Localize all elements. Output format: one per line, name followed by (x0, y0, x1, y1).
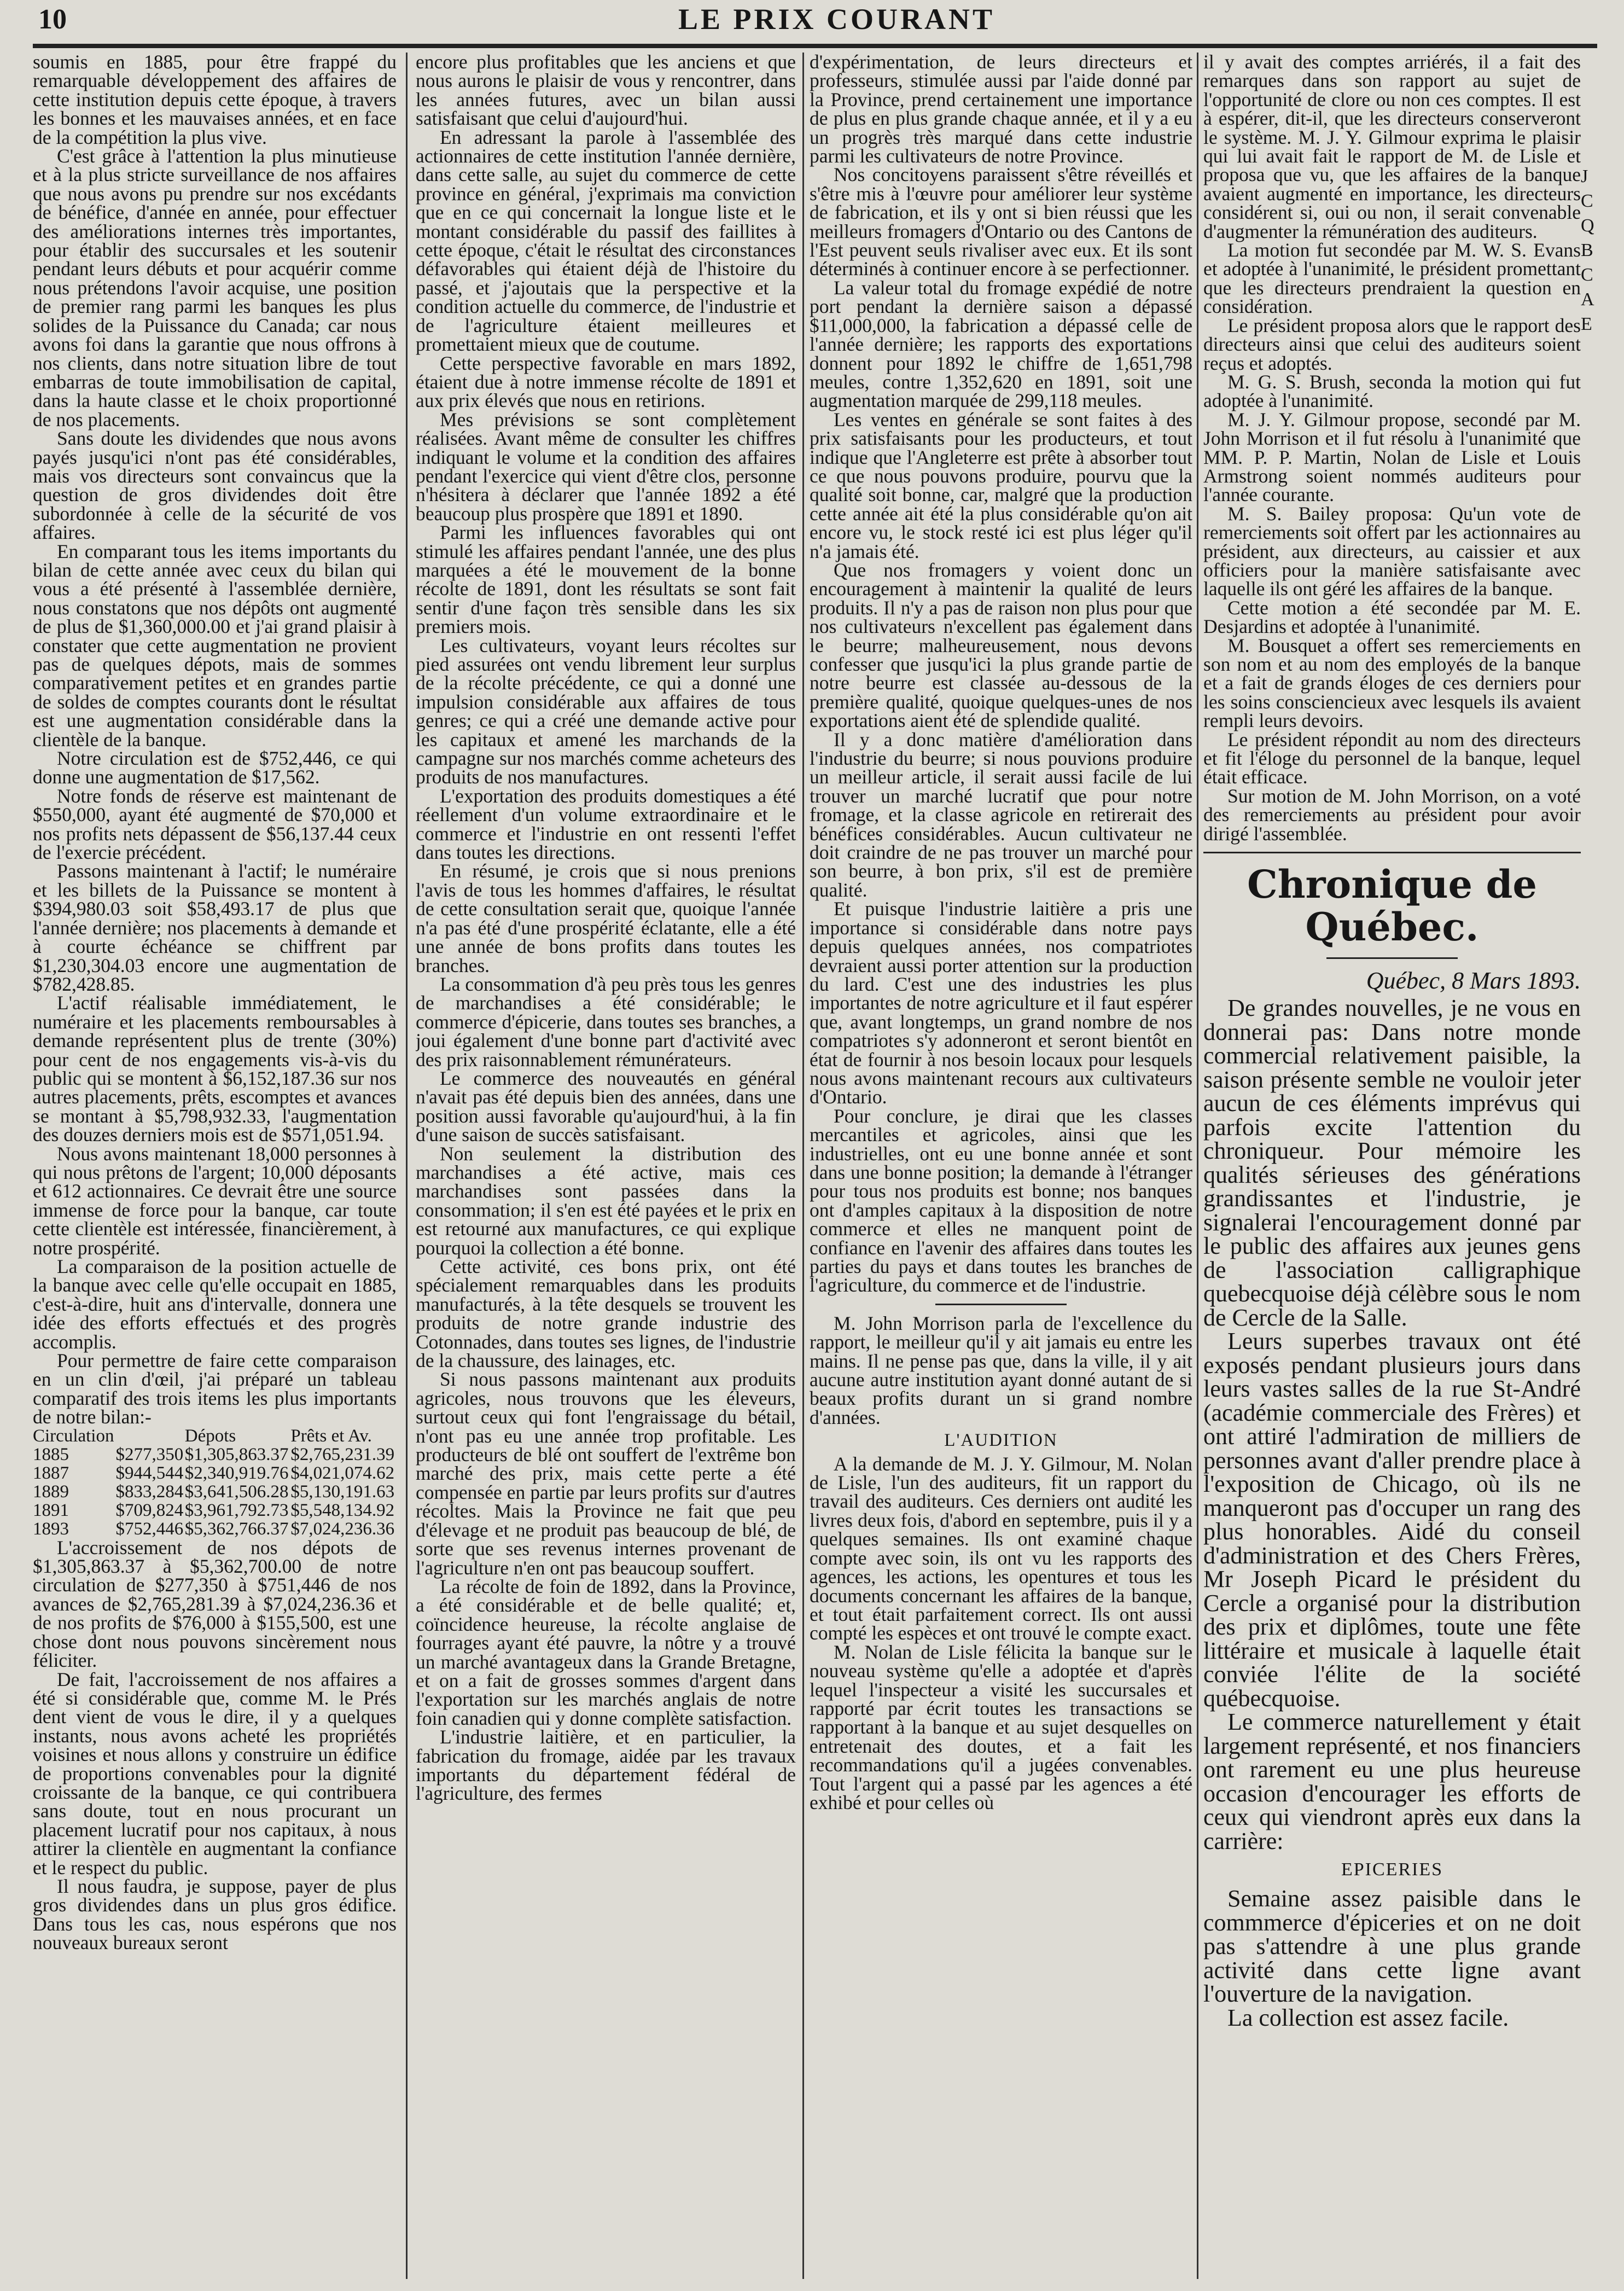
column-divider (406, 53, 408, 2279)
table-cell: $752,446 (115, 1519, 184, 1539)
paragraph: Cette perspective favorable en mars 1892, étaient due à notre immense récolte de 1891 et aux prix élevés que nous en retirions. (416, 352, 796, 412)
chronique-body (1203, 996, 1581, 2030)
paragraph: Sans doute les dividendes que nous avons payés jusqu'ici n'ont pas été considérables, mais vos directeurs sont convaincus que la question de gros dividendes doit être subordonnée à celle de la sécurité de vos affaires. (33, 427, 397, 544)
paragraph: La valeur total du fromage expédié de notre port pendant la dernière saison a dépassé $11,000,000, la fabrication a dépassé celle de l'année dernière; les rapports des exportations donnent pour 1892 le chiffre de 1,651,798 meules, contre 1,352,620 en 1891, soit une augmentation marquée de 299,118 meules. (810, 276, 1192, 412)
table-row (33, 1520, 397, 1538)
table-cell: $1,305,863.37 (184, 1444, 289, 1464)
paragraph: Le commerce naturellement y était largement représenté, et nos financiers ont rarement eu une plus heureuse occasion d'encourager les efforts de ceux qui viendront après eux dans la carrière: (1203, 1708, 1581, 1854)
paragraph: Si nous passons maintenant aux produits agricoles, nous trouvons que les éleveurs, surtout ceux qui font l'engraissage du bétail, n'ont pas eu une année trop profitable. Les producteurs de blé ont souffert de l'extrême bon marché des prix, mais cette perte a été compensée en partie par leurs profits sur d'autres récoltes. Mais la Province ne fait que peu d'élevage et ne produit pas beaucoup de blé, de sorte que ses revenus internes provenant de l'agriculture n'en ont pas beaucoup souffert. (416, 1368, 796, 1579)
audition-heading: L'AUDITION (944, 1431, 1058, 1451)
table-header: Dépots (184, 1426, 236, 1446)
paragraph: Le président répondit au nom des directeurs et fit l'éloge du personnel de la banque, lequel était efficace. (1203, 728, 1581, 788)
table-cell: $3,961,792.73 (184, 1500, 289, 1520)
paragraph: C'est grâce à l'attention la plus minutieuse et à la plus stricte surveillance de nos affaires que nous avons pu prendre sur nos excédants de bénéfice, d'année en année, pour effectuer des améliorations internes très importantes, pour établir des succursales et les soutenir pendant leurs débuts et pour acquérir comme nous prétendons l'avoir acquise, une position de premier rang parmi les banques les plus solides de la Puissance du Canada; car nous avons foi dans la garantie que nous offrons à nos clients, dans notre situation libre de tout embarras de toute immobilisation de capital, dans la haute classe et le choix proportionné de nos placements. (33, 145, 397, 431)
paragraph: encore plus profitables que les anciens et que nous aurons le plaisir de vous y rencontrer, dans les années futures, avec un bilan aussi satisfaisant que celui d'aujourd'hui. (416, 53, 796, 130)
paragraph: Il nous faudra, je suppose, payer de plus gros dividendes dans un plus gros édifice. Dans tous les cas, nous espérons que nos nouveaux bureaux seront (33, 1875, 397, 1954)
paragraph: M. S. Bailey proposa: Qu'un vote de remerciements soit offert par les actionnaires au président, aux directeurs, au caissier et aux officiers pour la manière satisfaisante avec laquelle ils ont géré les affaires de la banque. (1203, 502, 1581, 600)
table-cell: $2,340,919.76 (184, 1463, 289, 1483)
paragraph: La collection est assez facile. (1227, 2004, 1509, 2031)
column-divider (1197, 53, 1198, 2279)
table-cell: 1893 (33, 1519, 69, 1539)
table-cell: $277,350 (115, 1444, 184, 1464)
paragraph: Leurs superbes travaux ont été exposés pendant plusieurs jours dans leurs vastes salles de la rue St-André (académie commerciale des Frères) et ont attiré l'admiration de milliers de personnes avant d'aller prendre place à l'exposition de Chicago, où ils ne manqueront pas d'occuper un rang des plus honorables. Aidé du conseil d'administration et des Chers Frères, Mr Joseph Picard le président du Cercle a organisé pour la distribution des prix et diplômes, toute une fête littéraire et musicale à laquelle était conviée l'élite de la société québecquoise. (1203, 1328, 1581, 1712)
paragraph: En comparant tous les items importants du bilan de cette année avec ceux du bilan qui vous a été présenté à l'assemblée dernière, nous constatons que nos dépôts ont augmenté de plus de $1,360,000.00 et j'ai grand plaisir à constater que cette augmentation ne provient pas de quelques dépots, mais de sommes comparativement petites et en grandes partie de soldes de comptes courants dont le résultat est une augmentation considérable dans la clientèle de la banque. (33, 540, 397, 751)
column-3 (810, 53, 1192, 2273)
table-cell: $5,362,766.37 (184, 1519, 289, 1539)
paragraph: Pour permettre de faire cette comparaison en un clin d'œil, j'ai préparé un tableau comparatif des trois items les plus importants de notre bilan:- (33, 1350, 397, 1428)
paragraph: Parmi les influences favorables qui ont stimulé les affaires pendant l'année, une des plus marquées a été le mouvement de la bonne récolte de 1891, dont les résultats se sont fait sentir d'une façon très sensible dans les six premiers mois. (416, 521, 796, 638)
paragraph: Notre fonds de réserve est maintenant de $550,000, ayant été augmenté de $70,000 et nos profits nets dépassent de $56,137.44 ceux de l'exercie précédent. (33, 784, 397, 864)
paragraph: Que nos fromagers y voient donc un encouragement à maintenir la qualité de leurs produits. Il n'y a pas de raison non plus pour que nos cultivateurs n'excellent pas également dans le beurre; malheureusement, nous devons confesser que jusqu'ici la plus grande partie de notre beurre est classée au-dessous de la première qualité, quoique quelques-unes de nos exportations aient été de splendide qualité. (810, 559, 1192, 732)
table-cell: $4,021,074.62 (290, 1463, 395, 1483)
table-row (33, 1464, 397, 1482)
paragraph: L'accroissement de nos dépots de $1,305,863.37 à $5,362,700.00 de notre circulation de $277,350 à $751,446 de nos avances de $2,765,281.39 à $7,024,236.36 et de nos profits de $76,000 à $155,500, est une chose dont nous pouvons sincèrement nous féliciter. (33, 1536, 397, 1672)
paragraph: il y avait des comptes arriérés, il a fait des remarques dans son rapport au sujet de l'opportunité de clore ou non ces comptes. Il est à espérer, dit-il, que les directeurs conserveront le système. M. J. Y. Gilmour exprima le plaisir qui lui avait fait le rapport de M. de Lisle et proposa que vu, que les affaires de la banque avaient augmenté en importance, les directeurs considérent si, oui ou non, il serait convenable d'augmenter la rémunération des auditeurs. (1203, 53, 1581, 242)
paragraph: Nos concitoyens paraissent s'être réveillés et s'être mis à l'œuvre pour améliorer leur système de fabrication, et ils y ont si bien réussi que les meilleurs fromagers d'Ontario ou des Cantons de l'Est peuvent seuls rivaliser avec eux. Et ils sont déterminés à continuer encore à se perfectionner. (810, 164, 1192, 280)
column-divider (802, 53, 804, 2279)
paragraph: De grandes nouvelles, je ne vous en donnerai pas: Dans notre monde commercial relativement paisible, la saison présente semble ne vouloir jeter aucun de ces éléments imprévus qui parfois excite l'attention du chroniqueur. Pour mémoire les qualités sérieuses des générations grandissantes et l'industrie, je signalerai l'encouragement donné par le public des affaires aux jeunes gens de l'association calligraphique quebecquoise déjà célèbre sous le nom de Cercle de la Salle. (1203, 995, 1581, 1331)
paragraph: Pour conclure, je dirai que les classes mercantiles et agricoles, ainsi que les industrielles, ont eu une bonne année et sont dans une bonne position; la demande à l'étranger pour tous nos produits est bonne; nos banques ont d'amples capitaux à la disposition de notre commerce et elles ne manquent point de confiance en l'avenir des affaires dans toutes les parties du pays et dans toutes les branches de l'agriculture, du commerce et de l'industrie. (810, 1104, 1192, 1296)
table-cell: $5,548,134.92 (290, 1500, 395, 1520)
paragraph: La consommation d'à peu près tous les genres de marchandises a été considérable; le commerce d'épicerie, dans toutes ses branches, a joui également d'une bonne part d'activité avec des prix raisonnablement rémunérateurs. (416, 973, 796, 1071)
column-4 (1203, 53, 1581, 2273)
paragraph: Mes prévisions se sont complètement réalisées. Avant même de consulter les chiffres indiquant le volume et la condition des affaires pendant l'exercice qui vient d'être clos, personne n'hésitera à déclarer que l'année 1892 a été beaucoup plus prospère que 1891 et 1890. (416, 408, 796, 525)
page-number: 10 (38, 4, 67, 35)
paragraph: Notre circulation est de $752,446, ce qui donne une augmentation de $17,562. (33, 747, 397, 788)
table-cell: $7,024,236.36 (290, 1519, 395, 1539)
paragraph: Le président proposa alors que le rapport des directeurs ainsi que celui des auditeurs soient reçus et adoptés. (1203, 314, 1581, 374)
paragraph: En adressant la parole à l'assemblée des actionnaires de cette institution l'année dernière, dans cette salle, au sujet du commerce de cette province en général, j'exprimais ma conviction que en ce qui concernait la longue liste et le montant considérable du passif des faillites à cette époque, c'était le résultat des circonstances défavorables qui étaient déjà de l'histoire du passé, et j'ajoutais que la perspective et la condition actuelle du commerce, de l'industrie et de l'agriculture étaient meilleures et promettaient mieux que de coutume. (416, 126, 796, 356)
dateline: Québec, 8 Mars 1893. (1366, 967, 1581, 995)
paragraph: De fait, l'accroissement de nos affaires a été si considérable que, comme M. le Prés dent vient de vous le dire, il y a quelques instants, nous avons acheté les propriétés voisines et nous allons y construire un édifice de proportions convenables pour la dignité croissante de la banque, ce qui contribuera sans doute, tout en nous procurant un placement lucratif pour nos capitaux, à nous attirer la clientèle en augmentant la confiance et le respect du public. (33, 1668, 397, 1879)
paragraph: La récolte de foin de 1892, dans la Province, a été considérable et de belle qualité; et, coïncidence heureuse, la récolte anglaise de fourrages ayant été pauvre, la nôtre y a trouvé un marché avantageux dans la Grande Bretagne, et on a fait de grosses sommes d'argent dans l'exportation sur les marchés anglais de notre foin canadien qui y donne complète satisfaction. (416, 1575, 796, 1729)
paragraph: Cette motion a été secondée par M. E. Desjardins et adoptée à l'unanimité. (1203, 596, 1581, 638)
adjacent-column-fragment: J C Q B C A E (1581, 166, 1594, 334)
paragraph: M. Nolan de Lisle félicita la banque sur le nouveau système qu'elle a adoptée et d'après lequel l'inspecteur a visité les succursales et rapporté par écrit toutes les transactions se rapportant à la banque et au sujet desquelles on entretenait des doutes, et a fait les recommandations qu'il a jugées convenables. Tout l'argent qui a passé par les agences a été exhibé et pour celles où (810, 1641, 1192, 1813)
title-rule (1326, 957, 1458, 959)
paragraph: La motion fut secondée par M. W. S. Evans et adoptée à l'unanimité, le président promettant que les directeurs prendraient la question en considération. (1203, 239, 1581, 318)
comparison-table (33, 1427, 397, 1538)
table-header: Circulation (33, 1426, 114, 1446)
paragraph: Il y a donc matière d'amélioration dans l'industrie du beurre; si nous pouvions produire un meilleur article, il serait aussi facile de lui trouver un marché lucratif que pour notre fromage, et la classe agricole en retirerait des bénéfices considérables. Aucun cultivateur ne doit craindre de ne pas trouver un marché pour son beurre, à bon prix, s'il est de première qualité. (810, 728, 1192, 901)
table-row (33, 1501, 397, 1520)
paragraph: A la demande de M. J. Y. Gilmour, M. Nolan de Lisle, l'un des auditeurs, fit un rapport du travail des auditeurs. Ces derniers ont audité les livres deux fois, d'abord en septembre, puis il y a quelques semaines. Ils ont examiné chaque compte avec soin, ils ont vu les rapports des agences, les actions, les opentures et tous les documents concernant les affaires de la banque, et tout était parfaitement correct. Ils ont aussi compté les espèces et ont trouvé le compte exact. (810, 1452, 1192, 1644)
paragraph: Le commerce des nouveautés en général n'avait pas été depuis bien des années, dans une position aussi favorable qu'aujourd'hui, à la fin d'une saison de succès satisfaisant. (416, 1067, 796, 1146)
table-cell: $944,544 (115, 1463, 184, 1483)
paragraph: Non seulement la distribution des marchandises a été active, mais ces marchandises sont passées dans la consommation; il s'en est été payées et le prix en est retourné aux manufactures, ce qui explique pourquoi la collection a été bonne. (416, 1142, 796, 1259)
paragraph: M. John Morrison parla de l'excellence du rapport, le meilleur qu'il y ait jamais eu entre les mains. Il ne pense pas que, dans la ville, il y ait aucune autre institution ayant donné autant de si beaux profits durant un si grand nombre d'années. (810, 1312, 1192, 1428)
paragraph: Nous avons maintenant 18,000 personnes à qui nous prêtons de l'argent; 10,000 déposants et 612 actionnaires. Ce devrait être une source immense de force pour la banque, car toute cette clientèle est intéressée, financièrement, à notre prospérité. (33, 1142, 397, 1259)
paragraph: Les cultivateurs, voyant leurs récoltes sur pied assurées ont vendu librement leur surplus de la récolte précédente, ce qui a donné une impulsion considérable aux affaires de tous genres; ce qui a créé une demande active pour les capitaux et amené les marchands de la campagne sur nos marchés comme acheteurs des produits de nos manufactures. (416, 634, 796, 788)
section-rule (935, 1304, 1067, 1305)
column-2 (416, 53, 796, 2273)
paragraph: Et puisque l'industrie laitière a pris une importance si considérable dans notre pays depuis quelques années, nos compatriotes devraient aussi porter attention sur la production du lard. C'est une des industries les plus importantes de notre agriculture et il faut espérer que, avant longtemps, un grand nombre de nos compatriotes s'y adonneront et seront bientôt en état de fournir à nos besoin locaux pour lesquels nous avons maintenant recours aux cultivateurs d'Ontario. (810, 898, 1192, 1108)
epiceries-heading: EPICERIES (1341, 1859, 1443, 1880)
paragraph: Passons maintenant à l'actif; le numéraire et les billets de la Puissance se montent à $394,980.03 soit $58,493.17 de plus que l'année dernière; nos placements à demande et à courte échéance se chiffrent par $1,230,304.03 encore une augmentation de $782,428.85. (33, 860, 397, 995)
table-cell: 1891 (33, 1500, 69, 1520)
table-header: Prêts et Av. (290, 1426, 372, 1446)
paragraph: L'exportation des produits domestiques a été réellement d'un volume extraordinaire et le commerce et l'industrie en ont ressenti l'effet dans toutes les directions. (416, 784, 796, 864)
table-row (33, 1445, 397, 1464)
paragraph: Les ventes en générale se sont faites à des prix satisfaisants pour les producteurs, et tout indique que l'Angleterre est prête à absorber tout ce que nous pouvons produire, pourvu que la qualité soit bonne, car, malgré que la production cette année ait été la plus considérable qu'on ait encore vu, le stock resté ici est plus léger qu'il n'a jamais été. (810, 408, 1192, 562)
paragraph: Sur motion de M. John Morrison, on a voté des remerciements au président pour avoir dirigé l'assemblée. (1203, 784, 1581, 845)
paragraph: Semaine assez paisible dans le commmerce d'épiceries et on ne doit pas s'attendre à une plus grande activité dans cette ligne avant l'ouverture de la navigation. (1203, 1885, 1581, 2008)
table-cell: $2,765,231.39 (290, 1444, 395, 1464)
paragraph: L'industrie laitière, et en particulier, la fabrication du fromage, aidée par les travaux importants du département fédéral de l'agriculture, des fermes (416, 1726, 796, 1805)
table-cell: $3,641,506.28 (184, 1481, 289, 1502)
paragraph: soumis en 1885, pour être frappé du remarquable développement des affaires de cette institution depuis cette époque, à travers les bonnes et les mauvaises années, et en face de la compétition la plus vive. (33, 53, 397, 148)
chronique-title: Chronique de Québec. (1247, 862, 1537, 950)
paragraph: d'expérimentation, de leurs directeurs et professeurs, stimulée aussi par l'aide donné par la Province, prend certainement une importance de plus en plus grande chaque année, et il y a eu un progrès très marqué dans cette industrie parmi les cultivateurs de notre Province. (810, 53, 1192, 167)
table-cell: 1889 (33, 1481, 69, 1502)
table-cell: $709,824 (115, 1500, 184, 1520)
paragraph: L'actif réalisable immédiatement, le numéraire et les placements remboursables à demande représentent plus de trente (30%) pour cent de nos engagements vis-à-vis du public qui se montent à $6,152,187.36 sur nos autres placements, prêts, escomptes et avances se montant à $5,798,932.33, l'augmentation des douzes derniers mois est de $571,051.94. (33, 992, 397, 1146)
table-header-row (33, 1427, 397, 1445)
header-rule (33, 44, 1597, 48)
column-1 (33, 53, 397, 2273)
table-cell: $833,284 (115, 1481, 184, 1502)
paragraph: M. Bousquet a offert ses remerciements en son nom et au nom des employés de la banque et a fait de grands éloges de ces derniers pour les soins consciencieux avec lesquels ils avaient rempli leurs devoirs. (1203, 634, 1581, 732)
paragraph: La comparaison de la position actuelle de la banque avec celle qu'elle occupait en 1885, c'est-à-dire, huit ans d'intervalle, donnera une idée des efforts effectués et des progrès accomplis. (33, 1255, 397, 1353)
table-cell: 1885 (33, 1444, 69, 1464)
paragraph: En résumé, je crois que si nous prenions l'avis de tous les hommes d'affaires, le résultat de cette consultation serait que, quoique l'année n'a pas été d'une prospérité éclatante, elle a été une année de bons profits dans toutes les branches. (416, 860, 796, 976)
paragraph: M. J. Y. Gilmour propose, secondé par M. John Morrison et il fut résolu à l'unanimité que MM. P. P. Martin, Nolan de Lisle et Louis Armstrong soient nommés auditeurs pour l'année courante. (1203, 408, 1581, 506)
paragraph: M. G. S. Brush, seconda la motion qui fut adoptée à l'unanimité. (1203, 370, 1581, 412)
table-cell: 1887 (33, 1463, 69, 1483)
paragraph: Cette activité, ces bons prix, ont été spécialement remarquables dans les produits manufacturés, à la tête desquels se trouvent les produits de notre grande industrie des Cotonnades, dans toutes ses lignes, de l'industrie de la chaussure, des lainages, etc. (416, 1255, 796, 1372)
masthead: LE PRIX COURANT (678, 3, 996, 36)
table-cell: $5,130,191.63 (290, 1481, 395, 1502)
section-rule (1203, 852, 1581, 853)
table-row (33, 1482, 397, 1501)
